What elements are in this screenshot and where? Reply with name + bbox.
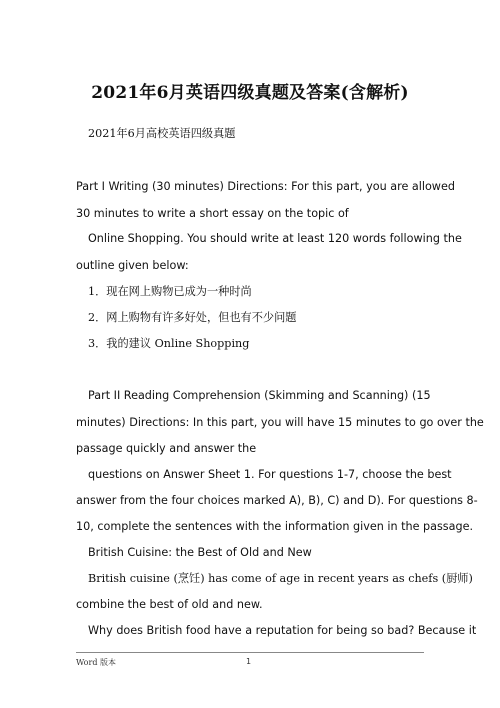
- document-subtitle: 2021年6月高校英语四级真题: [88, 127, 236, 140]
- paragraph-line: Why does British food have a reputation for being so bad? Because it: [88, 624, 477, 637]
- paragraph-line: combine the best of old and new.: [76, 598, 263, 611]
- outline-item: 2．网上购物有许多好处，但也有不少问题: [88, 311, 297, 324]
- passage-title: British Cuisine: the Best of Old and New: [88, 546, 312, 559]
- paragraph-line: 10, complete the sentences with the information given in the passage.: [76, 520, 474, 533]
- outline-item: 1．现在网上购物已成为一种时尚: [88, 285, 252, 298]
- paragraph-line: minutes) Directions: In this part, you will have 15 minutes to go over the: [76, 416, 484, 429]
- footer-divider: [76, 652, 424, 653]
- paragraph-line: Online Shopping. You should write at least 120 words following the: [88, 232, 462, 245]
- paragraph-line: passage quickly and answer the: [76, 442, 257, 455]
- section-heading: Part II Reading Comprehension (Skimming and Scanning) (15: [88, 389, 431, 402]
- document-title: 2021年6月英语四级真题及答案(含解析): [91, 83, 409, 103]
- outline-item: 3．我的建议 Online Shopping: [88, 337, 250, 350]
- paragraph-line: Part I Writing (30 minutes) Directions: For this part, you are allowed: [76, 180, 455, 193]
- paragraph-line: answer from the four choices marked A), B), C) and D). For questions 8-: [76, 494, 478, 507]
- footer-label: Word 版本: [76, 658, 116, 667]
- page-number: 1: [246, 657, 252, 666]
- paragraph-line: British cuisine (烹饪) has come of age in recent years as chefs (厨师): [88, 572, 473, 585]
- paragraph-line: questions on Answer Sheet 1. For questions 1-7, choose the best: [88, 468, 452, 481]
- paragraph-line: 30 minutes to write a short essay on the topic of: [76, 207, 349, 220]
- paragraph-line: outline given below:: [76, 259, 189, 272]
